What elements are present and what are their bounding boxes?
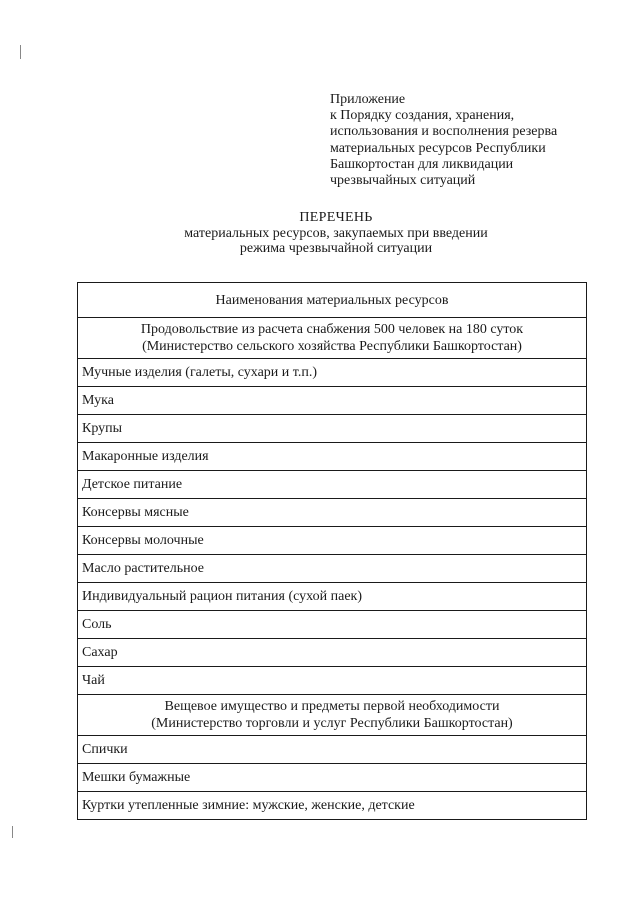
appendix-line: Башкортостан для ликвидации [330,156,514,172]
table-row [78,415,587,443]
appendix-line: к Порядку создания, хранения, [330,108,515,124]
item-cell: Куртки утепленные зимние: мужские, женские, детские [78,792,587,820]
section-row-food [78,318,587,359]
resources-table [77,282,587,820]
scan-mark-top [20,45,21,59]
item-cell: Мешки бумажные [78,764,587,792]
item-cell: Масло растительное [78,555,587,583]
table-row [78,667,587,695]
item-cell: Консервы молочные [78,527,587,555]
table-row [78,736,587,764]
section-title-cell [78,695,587,736]
item-cell: Мука [78,387,587,415]
table-row [78,764,587,792]
section-title-cell [78,318,587,359]
item-cell: Детское питание [78,471,587,499]
item-cell: Соль [78,611,587,639]
document-title: ПЕРЕЧЕНЬ [299,210,373,225]
appendix-line: чрезвычайных ситуаций [330,173,476,189]
table-row [78,527,587,555]
item-cell: Крупы [78,415,587,443]
document-subtitle-line: материальных ресурсов, закупаемых при введении [184,225,488,241]
table-row [78,387,587,415]
item-cell: Макаронные изделия [78,443,587,471]
item-cell: Индивидуальный рацион питания (сухой паек) [78,583,587,611]
appendix-line: Приложение [330,92,406,107]
table-row [78,471,587,499]
appendix-line: материальных ресурсов Республики [330,140,546,156]
item-cell: Мучные изделия (галеты, сухари и т.п.) [78,359,587,387]
item-cell: Сахар [78,639,587,667]
table-row [78,792,587,820]
section-title-line: (Министерство торговли и услуг Республики Башкортостан) [151,716,513,731]
section-row-goods [78,695,587,736]
table-row [78,499,587,527]
item-cell: Чай [78,667,587,695]
section-title-line: Вещевое имущество и предметы первой необходимости [164,699,500,714]
section-title-line: Продовольствие из расчета снабжения 500 человек на 180 суток [140,322,524,337]
document-subtitle-line: режима чрезвычайной ситуации [239,241,433,256]
table-row [78,359,587,387]
table-row [78,611,587,639]
table-header-row [78,283,587,318]
table-row [78,443,587,471]
table-row [78,583,587,611]
table-row [78,639,587,667]
table-row [78,555,587,583]
item-cell: Консервы мясные [78,499,587,527]
section-title-line: (Министерство сельского хозяйства Республики Башкортостан) [142,339,522,354]
appendix-note [330,92,630,189]
table-header-cell: Наименования материальных ресурсов [78,283,587,318]
scan-mark-bottom [12,826,13,838]
item-cell: Спички [78,736,587,764]
appendix-line: использования и восполнения резерва [330,124,558,140]
document-heading [0,210,640,257]
